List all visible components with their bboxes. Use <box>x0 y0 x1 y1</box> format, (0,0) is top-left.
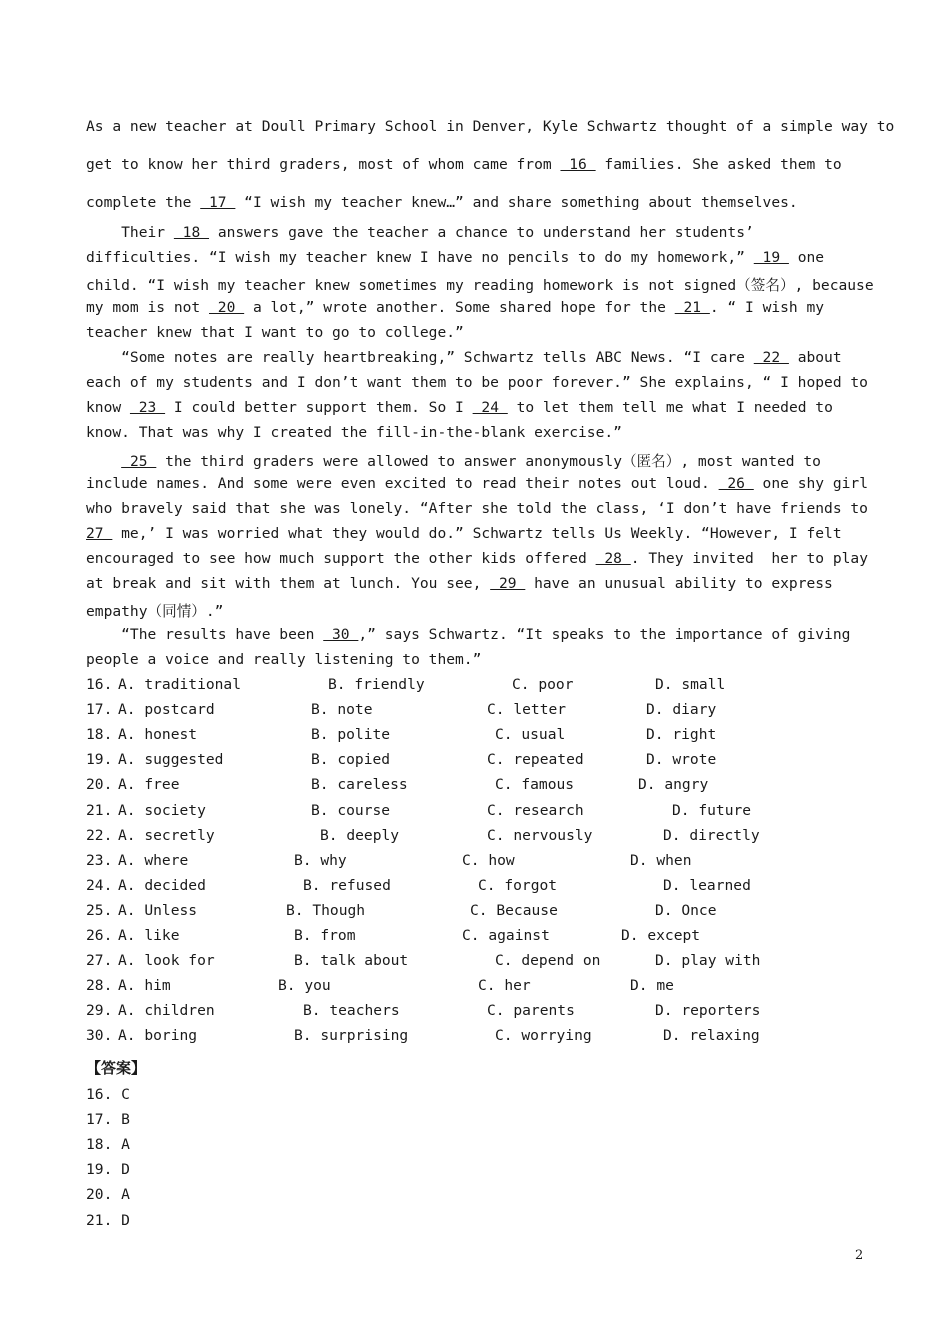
passage-text: “Some notes are really heartbreaking,” Schwartz tells ABC News. “I care <box>86 349 754 366</box>
passage-text: difficulties. “I wish my teacher knew I have no pencils to do my homework,” <box>86 249 754 266</box>
answer-option: C. against <box>462 927 550 944</box>
question-number: 21. <box>86 802 113 819</box>
passage-line <box>86 399 833 416</box>
question-number: 28. <box>86 977 113 994</box>
answer-option: A. where <box>118 852 189 869</box>
answer-option: C. depend on <box>495 952 601 969</box>
answer-option: A. society <box>118 802 206 819</box>
answer-option: A. look for <box>118 952 215 969</box>
passage-text: get to know her third graders, most of whom came from <box>86 156 561 173</box>
passage-line <box>86 274 874 295</box>
passage-text: who bravely said that she was lonely. “After she told the class, ‘I don’t have friends to <box>86 500 868 517</box>
answer-key-item: 17. B <box>86 1111 130 1128</box>
question-number: 26. <box>86 927 113 944</box>
passage-line <box>86 118 894 135</box>
answer-option: C. research <box>487 802 584 819</box>
passage-text: teacher knew that I want to go to college.” <box>86 324 464 341</box>
passage-text: a lot,” wrote another. Some shared hope for the <box>244 299 675 316</box>
answer-option: D. angry <box>638 776 709 793</box>
passage-text: know <box>86 399 130 416</box>
blank-number: 20 <box>209 299 245 316</box>
blank-number: 19 <box>753 249 789 266</box>
answer-option: B. polite <box>311 726 391 743</box>
answer-option: A. him <box>118 977 171 994</box>
answer-option: A. suggested <box>118 751 224 768</box>
answer-option: D. relaxing <box>663 1027 760 1044</box>
answer-key-item: 21. D <box>86 1212 130 1229</box>
passage-line <box>86 500 868 517</box>
blank-number: 28 <box>595 550 631 567</box>
passage-text: ,” says Schwartz. “It speaks to the importance of giving <box>358 626 851 643</box>
answer-option: D. play with <box>655 952 761 969</box>
passage-line <box>86 156 842 173</box>
answer-option: A. Unless <box>118 902 198 919</box>
blank-number: 25 <box>121 453 157 470</box>
answer-option: C. poor <box>512 676 574 693</box>
answer-option: B. deeply <box>320 827 400 844</box>
answer-option: C. parents <box>487 1002 575 1019</box>
answer-key-item: 18. A <box>86 1136 130 1153</box>
passage-text: child. “I wish my teacher knew sometimes my reading homework is not signed（签名）, because <box>86 277 874 294</box>
answer-option: C. how <box>462 852 515 869</box>
passage-text: at break and sit with them at lunch. You see, <box>86 575 491 592</box>
passage-line <box>86 450 821 471</box>
answer-option: B. teachers <box>303 1002 400 1019</box>
answer-option: B. note <box>311 701 373 718</box>
passage-text: “The results have been <box>86 626 324 643</box>
passage-line <box>86 475 868 492</box>
passage-text: . “ I wish my <box>709 299 825 316</box>
passage-line <box>86 374 868 391</box>
passage-text: encouraged to see how much support the other kids offered <box>86 550 596 567</box>
question-number: 25. <box>86 902 113 919</box>
answer-option: B. why <box>294 852 347 869</box>
blank-number: 16 <box>560 156 596 173</box>
answer-option: A. decided <box>118 877 206 894</box>
question-number: 22. <box>86 827 113 844</box>
passage-line <box>86 600 223 621</box>
answer-key-item: 20. A <box>86 1186 130 1203</box>
answer-option: B. you <box>278 977 331 994</box>
blank-number: 23 <box>129 399 166 416</box>
passage-text: the third graders were allowed to answer anonymously（匿名）, most wanted to <box>156 453 821 470</box>
passage-text: families. She asked them to <box>595 156 842 173</box>
answer-option: D. diary <box>646 701 717 718</box>
blank-number: 26 <box>718 475 754 492</box>
question-number: 23. <box>86 852 113 869</box>
answer-option: C. worrying <box>495 1027 592 1044</box>
answer-option: C. her <box>478 977 531 994</box>
question-number: 20. <box>86 776 113 793</box>
passage-text: include names. And some were even excited to read their notes out loud. <box>86 475 719 492</box>
blank-number: 29 <box>490 575 526 592</box>
passage-text: empathy（同情）.” <box>86 603 224 620</box>
answer-option: C. letter <box>487 701 567 718</box>
answer-option: B. friendly <box>328 676 425 693</box>
passage-text <box>86 453 121 470</box>
answer-heading: 【答案】 <box>86 1059 147 1077</box>
passage-text: complete the <box>86 194 201 211</box>
answer-option: D. right <box>646 726 717 743</box>
answer-option: C. famous <box>495 776 575 793</box>
answer-option: B. surprising <box>294 1027 409 1044</box>
passage-line <box>86 194 798 211</box>
answer-option: B. copied <box>311 751 391 768</box>
blank-number: 18 <box>173 224 210 241</box>
answer-option: D. future <box>672 802 752 819</box>
answer-option: A. secretly <box>118 827 215 844</box>
question-number: 18. <box>86 726 113 743</box>
answer-option: A. children <box>118 1002 215 1019</box>
blank-number: 21 <box>674 299 710 316</box>
passage-text: Their <box>86 224 174 241</box>
answer-option: D. reporters <box>655 1002 761 1019</box>
passage-line <box>86 249 824 266</box>
answer-option: D. me <box>630 977 674 994</box>
passage-text: me,’ I was worried what they would do.” Schwartz tells Us Weekly. “However, I felt <box>112 525 842 542</box>
passage-line <box>86 424 622 441</box>
blank-number: 30 <box>323 626 359 643</box>
answer-option: B. refused <box>303 877 391 894</box>
passage-text: As a new teacher at Doull Primary School in Denver, Kyle Schwartz thought of a simple way to <box>86 118 895 135</box>
blank-number: 24 <box>472 399 508 416</box>
answer-key-item: 16. C <box>86 1086 130 1103</box>
answer-option: D. learned <box>663 877 751 894</box>
answer-option: C. usual <box>495 726 566 743</box>
answer-option: C. Because <box>470 902 558 919</box>
answer-option: A. boring <box>118 1027 198 1044</box>
answer-option: C. repeated <box>487 751 584 768</box>
answer-option: B. talk about <box>294 952 409 969</box>
blank-number: 17 <box>200 194 236 211</box>
answer-option: B. Though <box>286 902 366 919</box>
passage-text: “I wish my teacher knew…” and share something about themselves. <box>235 194 798 211</box>
answer-option: D. directly <box>663 827 760 844</box>
answer-option: A. postcard <box>118 701 215 718</box>
answer-option: D. wrote <box>646 751 717 768</box>
passage-text: people a voice and really listening to them.” <box>86 651 482 668</box>
answer-option: A. like <box>118 927 180 944</box>
passage-text: . They invited her to play <box>630 550 868 567</box>
question-number: 30. <box>86 1027 113 1044</box>
answer-option: D. when <box>630 852 692 869</box>
answer-option: A. traditional <box>118 676 242 693</box>
passage-line <box>86 626 850 643</box>
passage-line <box>86 525 842 542</box>
passage-line <box>86 324 464 341</box>
passage-line <box>86 651 481 668</box>
answer-option: D. Once <box>655 902 717 919</box>
blank-number: 22 <box>753 349 789 366</box>
passage-line <box>86 550 868 567</box>
blank-number: 27 <box>86 525 113 542</box>
passage-line <box>86 299 824 316</box>
answer-option: B. careless <box>311 776 408 793</box>
question-number: 19. <box>86 751 113 768</box>
question-number: 16. <box>86 676 113 693</box>
question-number: 27. <box>86 952 113 969</box>
answer-option: C. nervously <box>487 827 593 844</box>
passage-text: one shy girl <box>753 475 868 492</box>
passage-text: have an unusual ability to express <box>525 575 833 592</box>
answer-option: A. honest <box>118 726 198 743</box>
passage-text: answers gave the teacher a chance to understand her students’ <box>209 224 754 241</box>
page-number: 2 <box>855 1248 864 1263</box>
answer-key-item: 19. D <box>86 1161 130 1178</box>
passage-line <box>86 224 754 241</box>
passage-text: about <box>788 349 842 366</box>
passage-text: know. That was why I created the fill-in-the-blank exercise.” <box>86 424 622 441</box>
passage-text: to let them tell me what I needed to <box>507 399 833 416</box>
answer-option: D. small <box>655 676 726 693</box>
passage-text: I could better support them. So I <box>165 399 473 416</box>
answer-option: D. except <box>621 927 701 944</box>
answer-option: B. course <box>311 802 391 819</box>
passage-line <box>86 349 842 366</box>
answer-option: A. free <box>118 776 180 793</box>
question-number: 17. <box>86 701 113 718</box>
passage-text: one <box>788 249 825 266</box>
passage-text: each of my students and I don’t want them to be poor forever.” She explains, “ I hoped to <box>86 374 868 391</box>
answer-option: C. forgot <box>478 877 558 894</box>
answer-option: B. from <box>294 927 356 944</box>
passage-text: my mom is not <box>86 299 210 316</box>
question-number: 29. <box>86 1002 113 1019</box>
question-number: 24. <box>86 877 113 894</box>
passage-line <box>86 575 833 592</box>
